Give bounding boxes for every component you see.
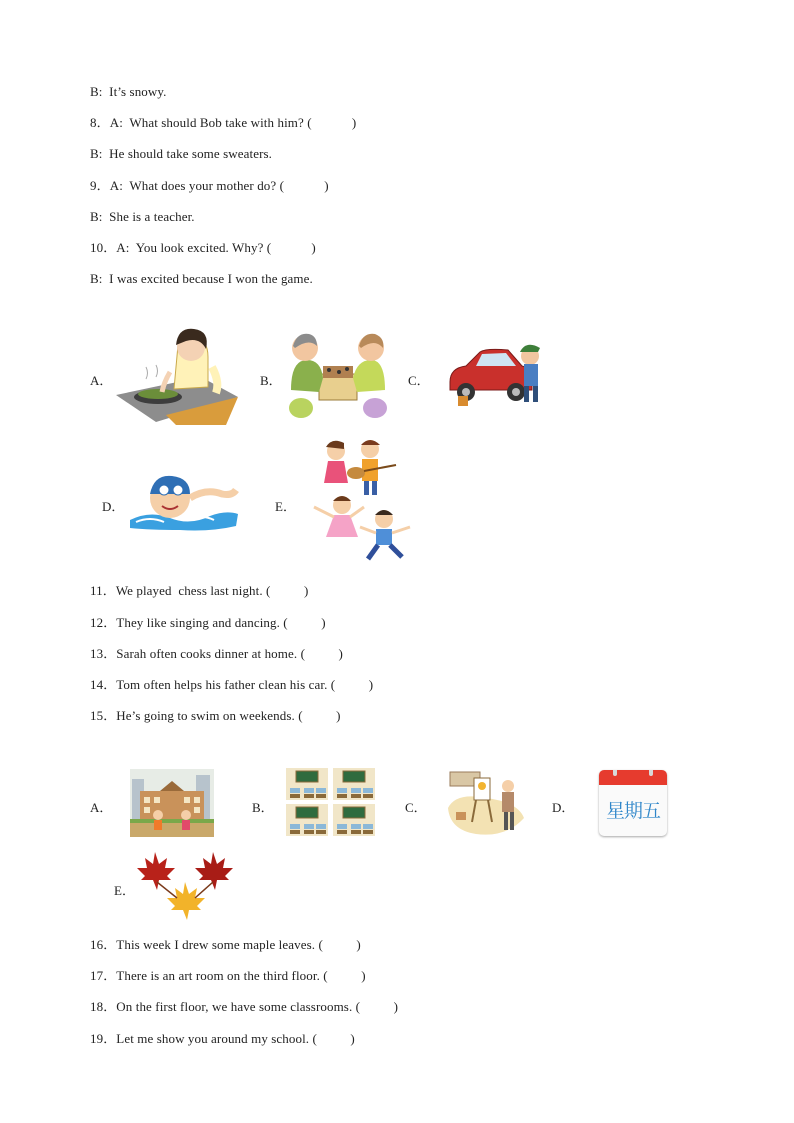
answer-line: B: He should take some sweaters. <box>90 146 273 161</box>
question-18: 18．On the first floor, we have some classrooms. ( ) <box>90 999 399 1014</box>
car-washing-picture <box>446 340 546 410</box>
question-16: 16．This week I drew some maple leaves. ( ) <box>90 937 361 952</box>
option-label-b: B． <box>260 373 282 388</box>
classrooms-picture <box>286 768 376 838</box>
calendar-friday-icon <box>599 770 667 836</box>
swimming-picture <box>130 470 240 534</box>
question-14: 14．Tom often helps his father clean his car. ( ) <box>90 677 374 692</box>
question-19: 19．Let me show you around my school. ( ) <box>90 1031 355 1046</box>
singing-dancing-picture <box>304 437 416 561</box>
option-label-e: E． <box>275 499 296 514</box>
option-label-b: B． <box>252 800 274 815</box>
option-label-a: A． <box>90 800 113 815</box>
option-label-c: C． <box>405 800 427 815</box>
option-label-a: A． <box>90 373 113 388</box>
question-15: 15．He’s going to swim on weekends. ( ) <box>90 708 341 723</box>
answer-line: B: I was excited because I won the game. <box>90 271 313 286</box>
option-label-d: D． <box>102 499 125 514</box>
option-label-d: D． <box>552 800 575 815</box>
question-12: 12．They like singing and dancing. ( ) <box>90 615 326 630</box>
maple-leaves-picture <box>133 850 237 922</box>
answer-line: B: It’s snowy. <box>90 84 167 99</box>
chess-picture <box>283 330 393 422</box>
calendar-text: 星期五 <box>605 800 660 822</box>
question-13: 13．Sarah often cooks dinner at home. ( ) <box>90 646 343 661</box>
question-10: 10．A: You look excited. Why? ( ) <box>90 240 316 255</box>
question-11: 11．We played chess last night. ( ) <box>90 583 309 598</box>
option-label-c: C． <box>408 373 430 388</box>
question-8: 8．A: What should Bob take with him? ( ) <box>90 115 357 130</box>
answer-line: B: She is a teacher. <box>90 209 195 224</box>
cooking-picture <box>116 327 241 425</box>
question-9: 9．A: What does your mother do? ( ) <box>90 178 329 193</box>
school-picture <box>130 769 214 837</box>
question-17: 17．There is an art room on the third floor. ( ) <box>90 968 366 983</box>
art-room-picture <box>446 768 526 838</box>
option-label-e: E． <box>114 883 135 898</box>
